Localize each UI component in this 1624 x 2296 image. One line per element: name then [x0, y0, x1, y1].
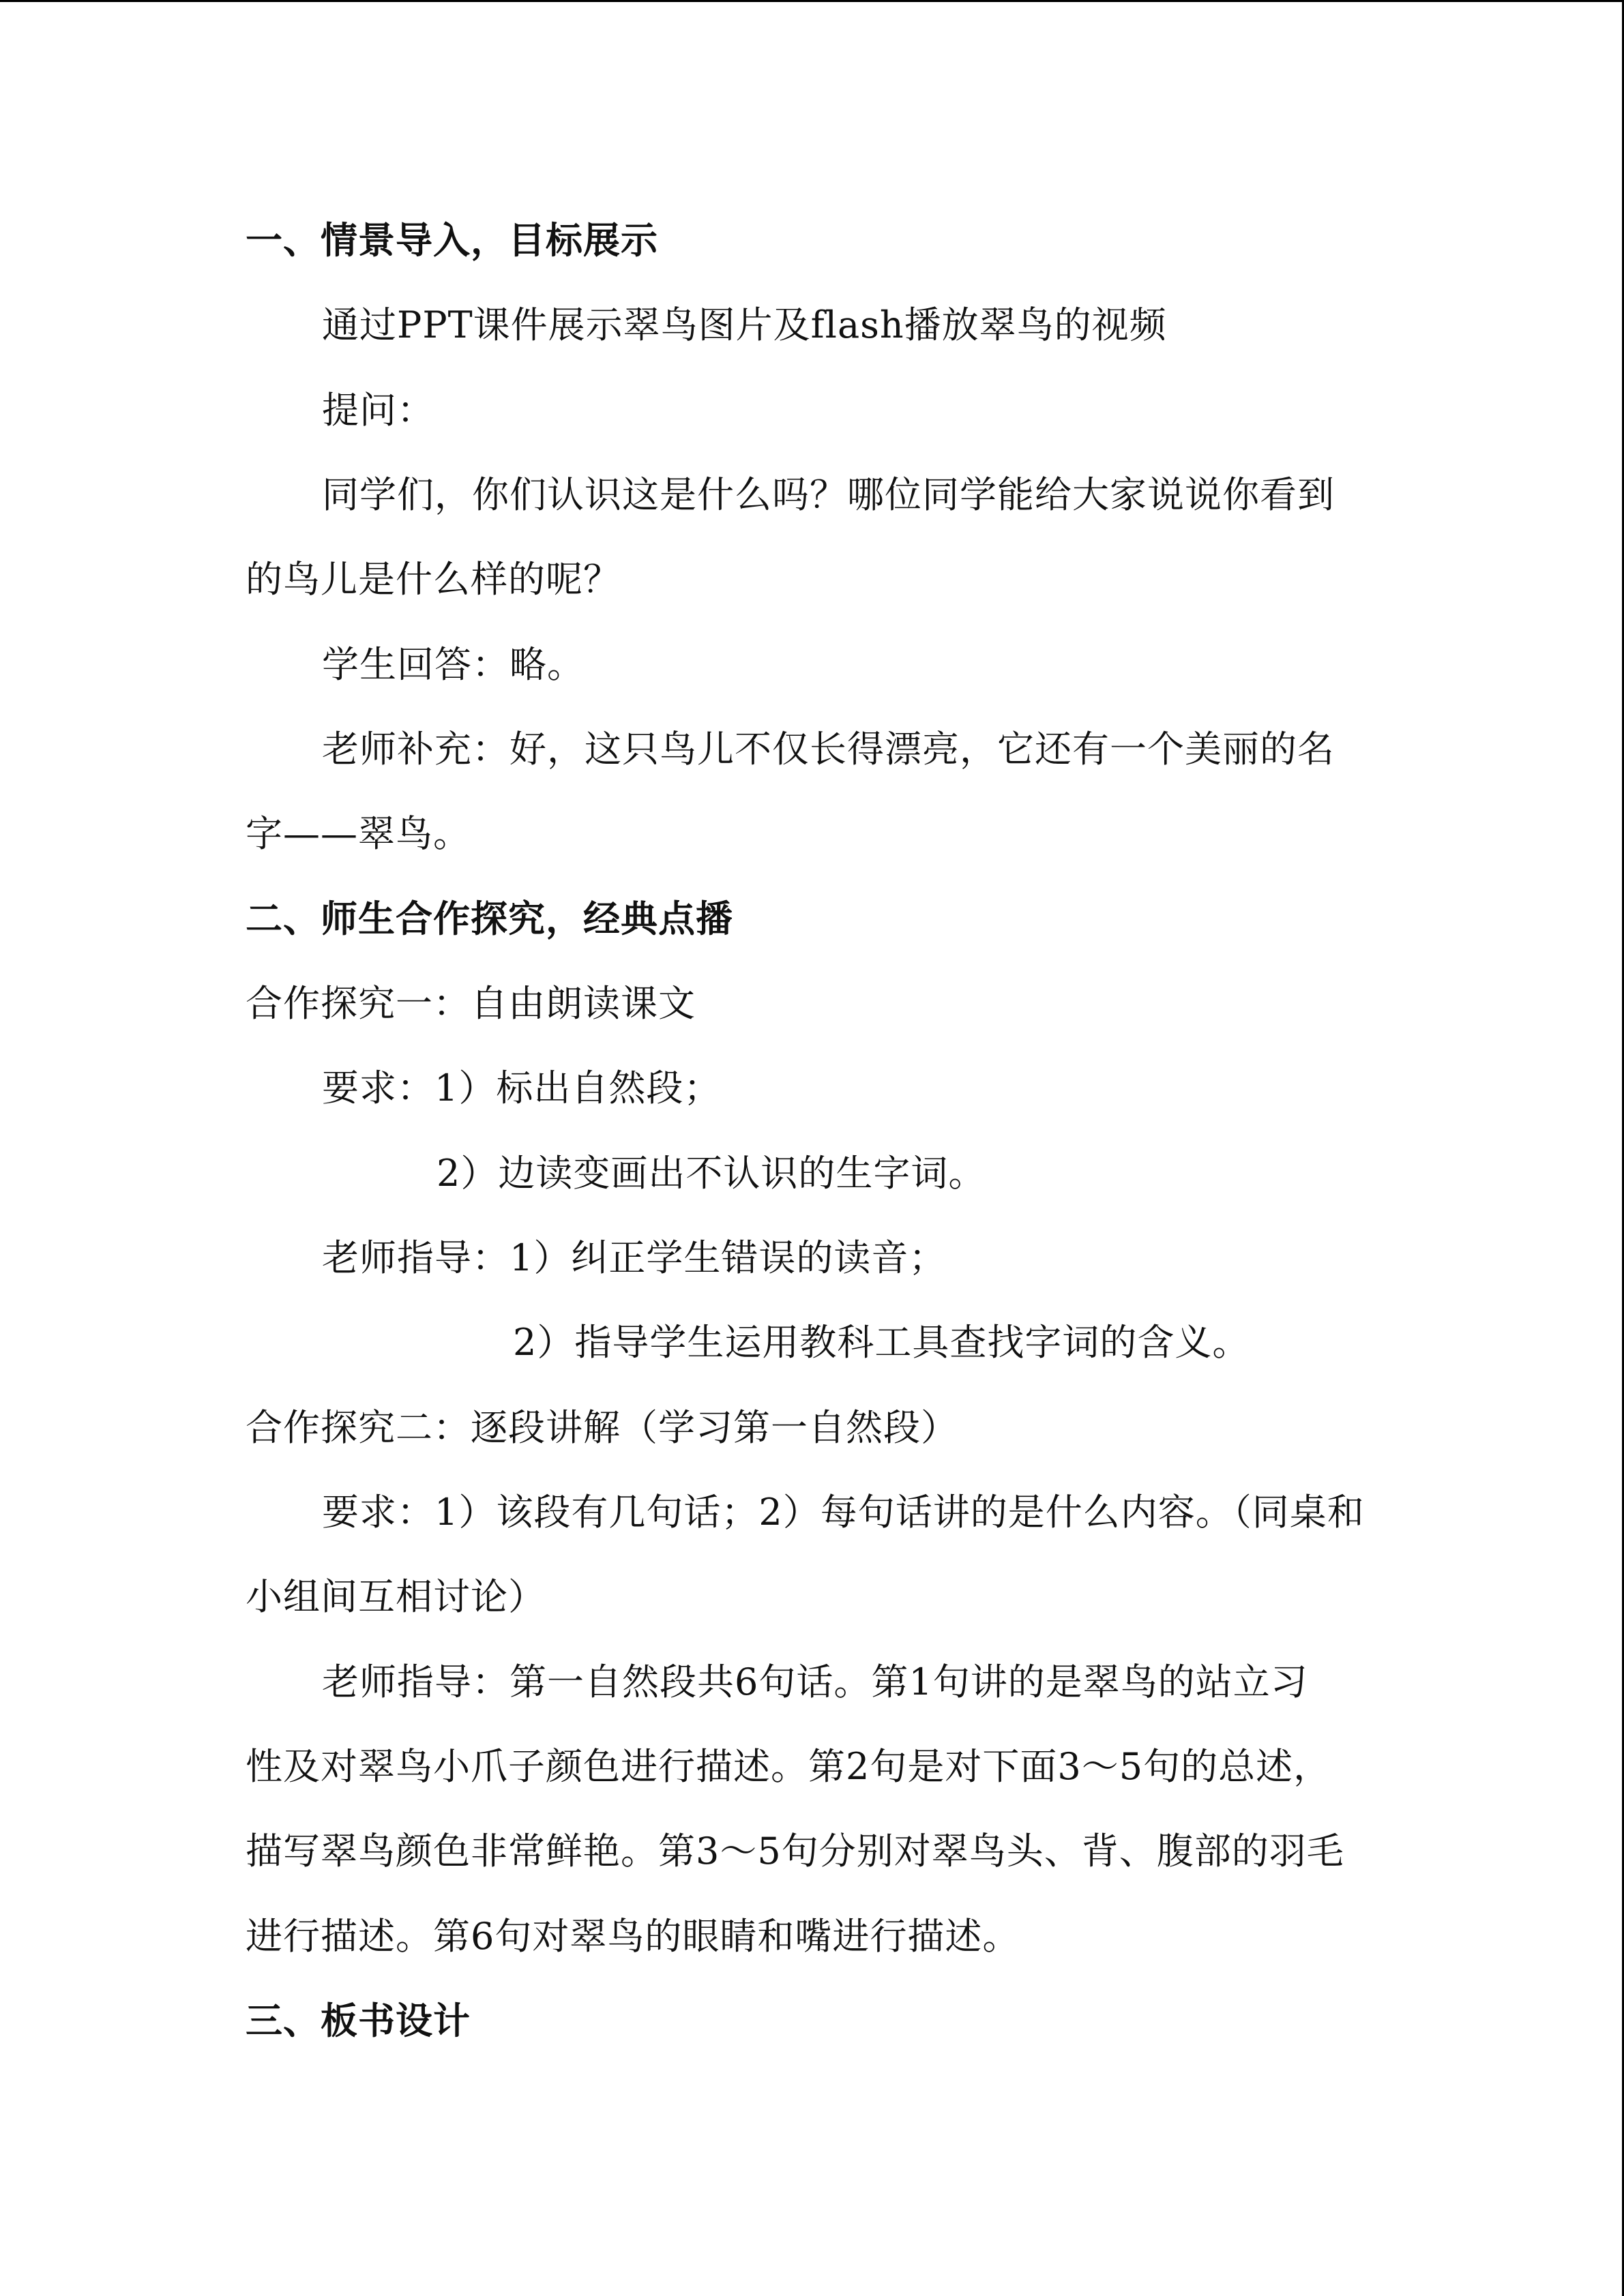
paragraph-continuation: 的鸟儿是什么样的呢？ — [246, 558, 621, 601]
paragraph: 学生回答：略。 — [322, 643, 585, 686]
section-heading-2: 二、师生合作探究，经典点播 — [246, 897, 733, 940]
inquiry-title: 合作探究一：自由朗读课文 — [246, 982, 696, 1025]
teacher-guidance: 老师指导：第一自然段共6句话。第1句讲的是翠鸟的站立习 — [322, 1660, 1308, 1703]
paragraph: 通过PPT课件展示翠鸟图片及flash播放翠鸟的视频 — [322, 303, 1167, 346]
paragraph-continuation: 性及对翠鸟小爪子颜色进行描述。第2句是对下面3～5句的总述， — [246, 1745, 1331, 1788]
section-heading-3: 三、板书设计 — [246, 1999, 471, 2042]
inquiry-title: 合作探究二：逐段讲解（学习第一自然段） — [246, 1406, 958, 1449]
teacher-guidance: 2）指导学生运用教科工具查找字词的含义。 — [513, 1321, 1250, 1364]
section-heading-1: 一、情景导入，目标展示 — [246, 219, 658, 262]
requirement: 2）边读变画出不认识的生字词。 — [437, 1152, 986, 1195]
paragraph-continuation: 小组间互相讨论） — [246, 1575, 546, 1618]
paragraph-continuation: 进行描述。第6句对翠鸟的眼睛和嘴进行描述。 — [246, 1915, 1020, 1958]
requirement: 要求：1）该段有几句话；2）每句话讲的是什么内容。（同桌和 — [322, 1491, 1365, 1534]
teacher-guidance: 老师指导：1）纠正学生错误的读音； — [322, 1236, 947, 1279]
paragraph-continuation: 字——翠鸟。 — [246, 812, 471, 855]
paragraph: 提问： — [322, 389, 434, 432]
page-border-top — [0, 0, 1624, 2]
requirement: 要求：1）标出自然段； — [322, 1067, 722, 1109]
paragraph: 老师补充：好，这只鸟儿不仅长得漂亮，它还有一个美丽的名 — [322, 728, 1335, 771]
paragraph: 同学们，你们认识这是什么吗？哪位同学能给大家说说你看到 — [322, 473, 1335, 516]
paragraph-continuation: 描写翠鸟颜色非常鲜艳。第3～5句分别对翠鸟头、背、腹部的羽毛 — [246, 1830, 1344, 1873]
